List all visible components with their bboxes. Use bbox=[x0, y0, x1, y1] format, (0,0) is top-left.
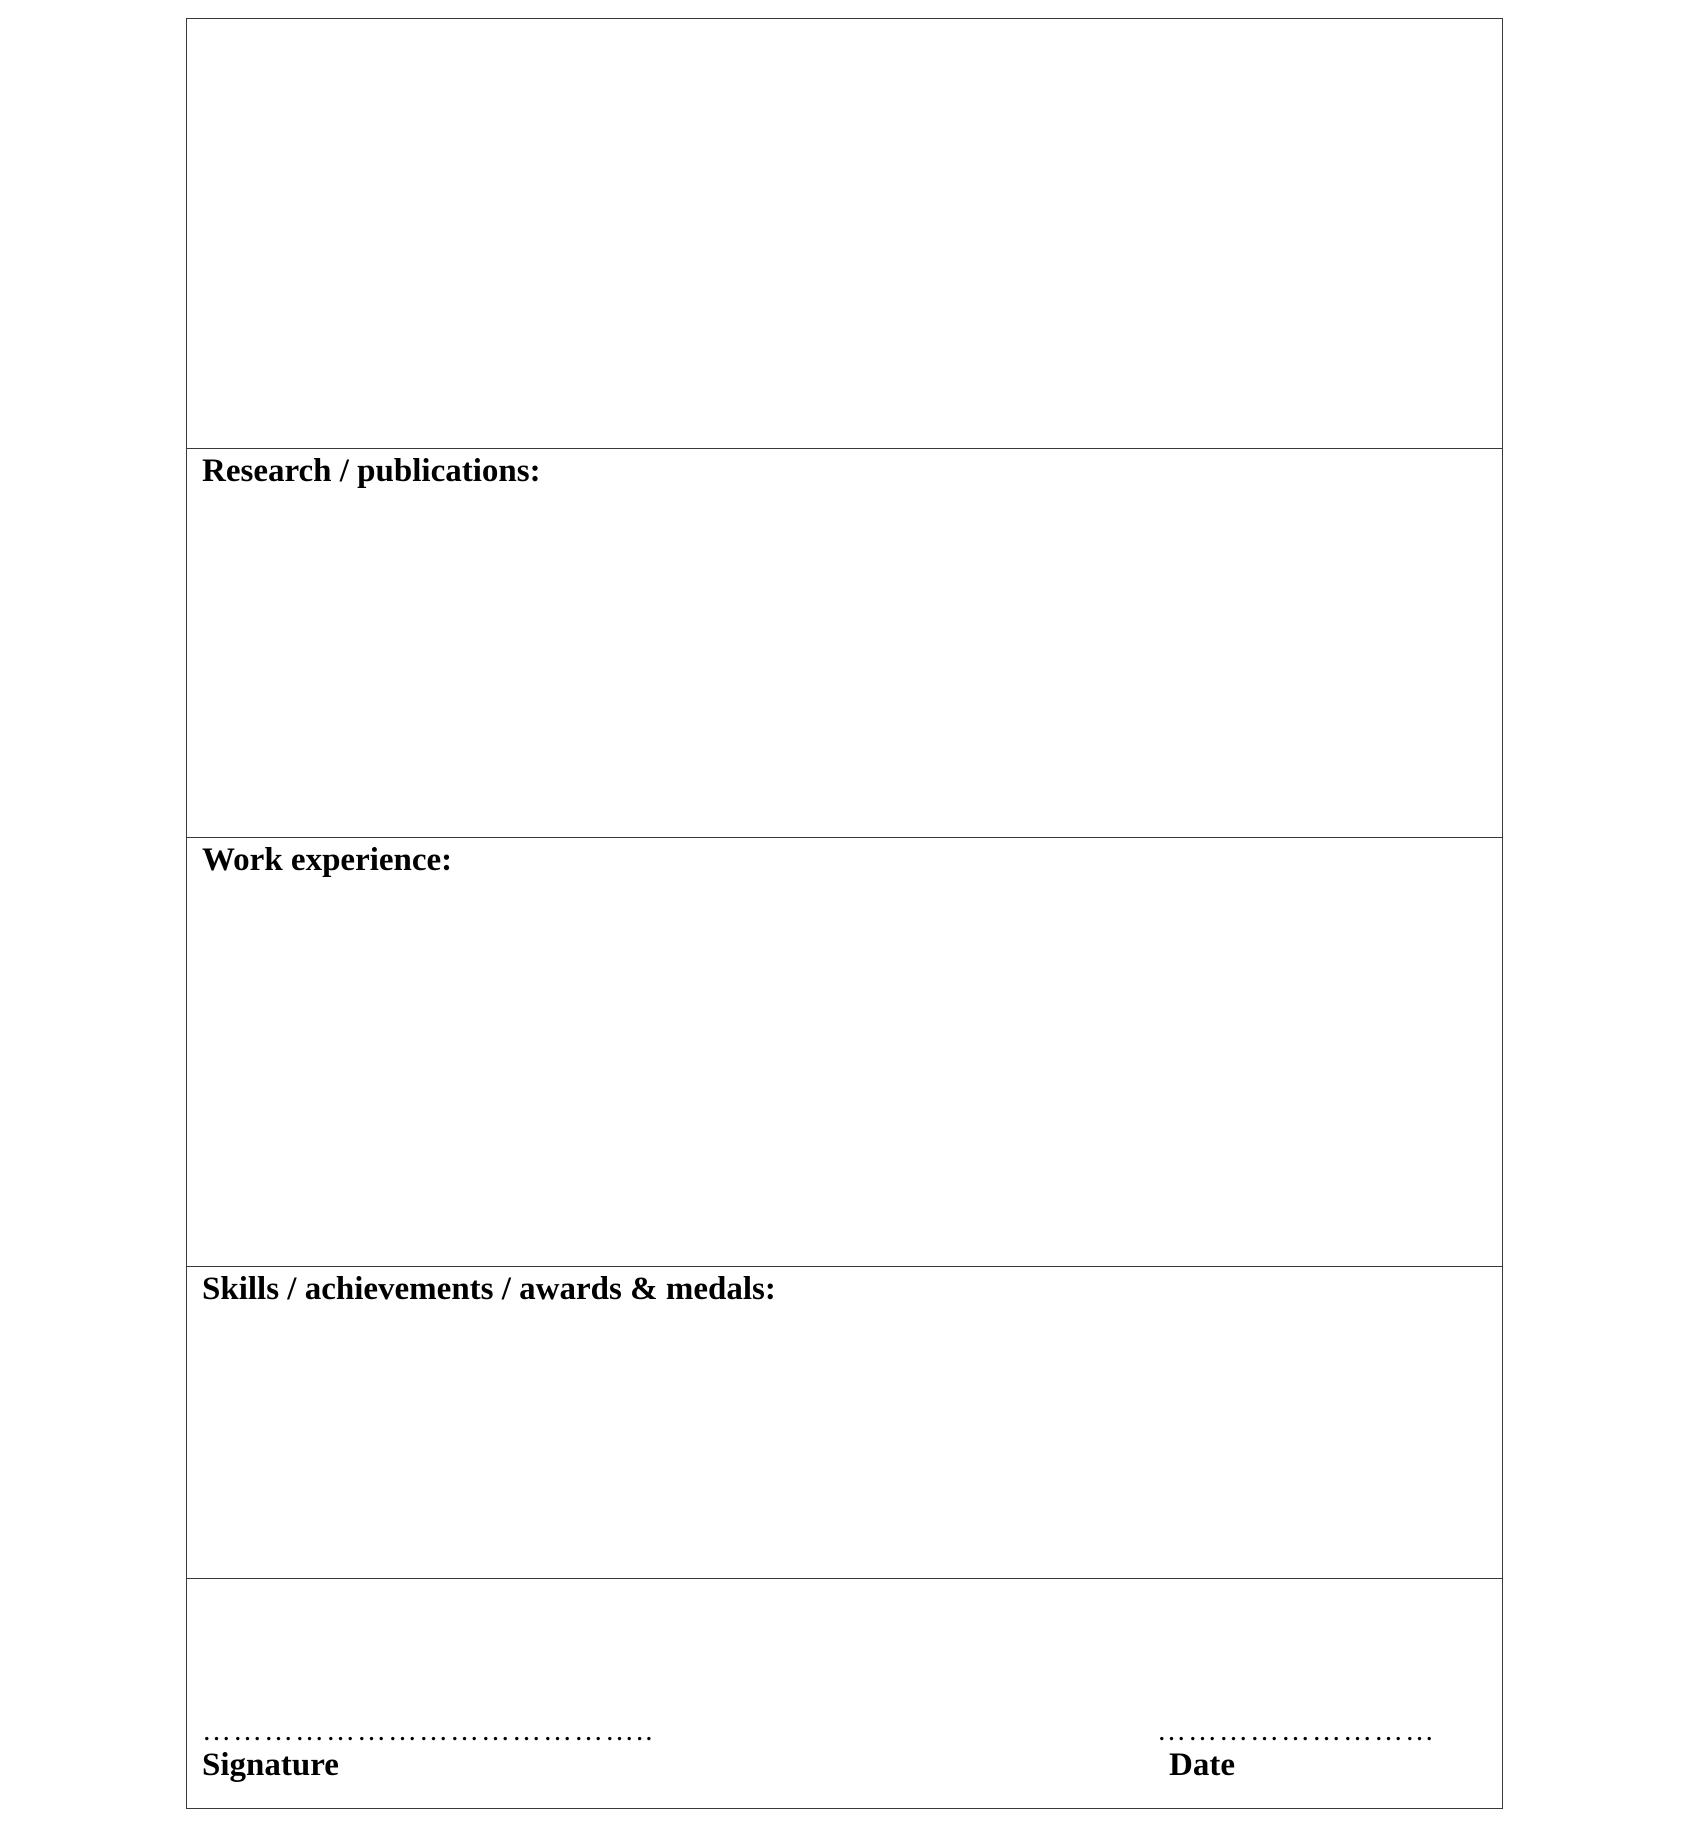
work-experience-label: Work experience: bbox=[202, 842, 453, 878]
skills-achievements-section[interactable] bbox=[187, 1267, 1502, 1579]
top-blank-section[interactable] bbox=[187, 19, 1502, 449]
date-label: Date bbox=[1169, 1747, 1235, 1783]
signature-date-section bbox=[187, 1579, 1502, 1810]
work-experience-section[interactable] bbox=[187, 838, 1502, 1267]
research-publications-label: Research / publications: bbox=[202, 453, 541, 489]
research-publications-section[interactable] bbox=[187, 449, 1502, 838]
signature-line[interactable]: …………………………………….. bbox=[202, 1715, 655, 1747]
date-line[interactable]: ……………………… bbox=[1157, 1715, 1436, 1747]
signature-label: Signature bbox=[202, 1747, 339, 1783]
application-form-table bbox=[186, 18, 1503, 1809]
skills-achievements-label: Skills / achievements / awards & medals: bbox=[202, 1271, 776, 1307]
